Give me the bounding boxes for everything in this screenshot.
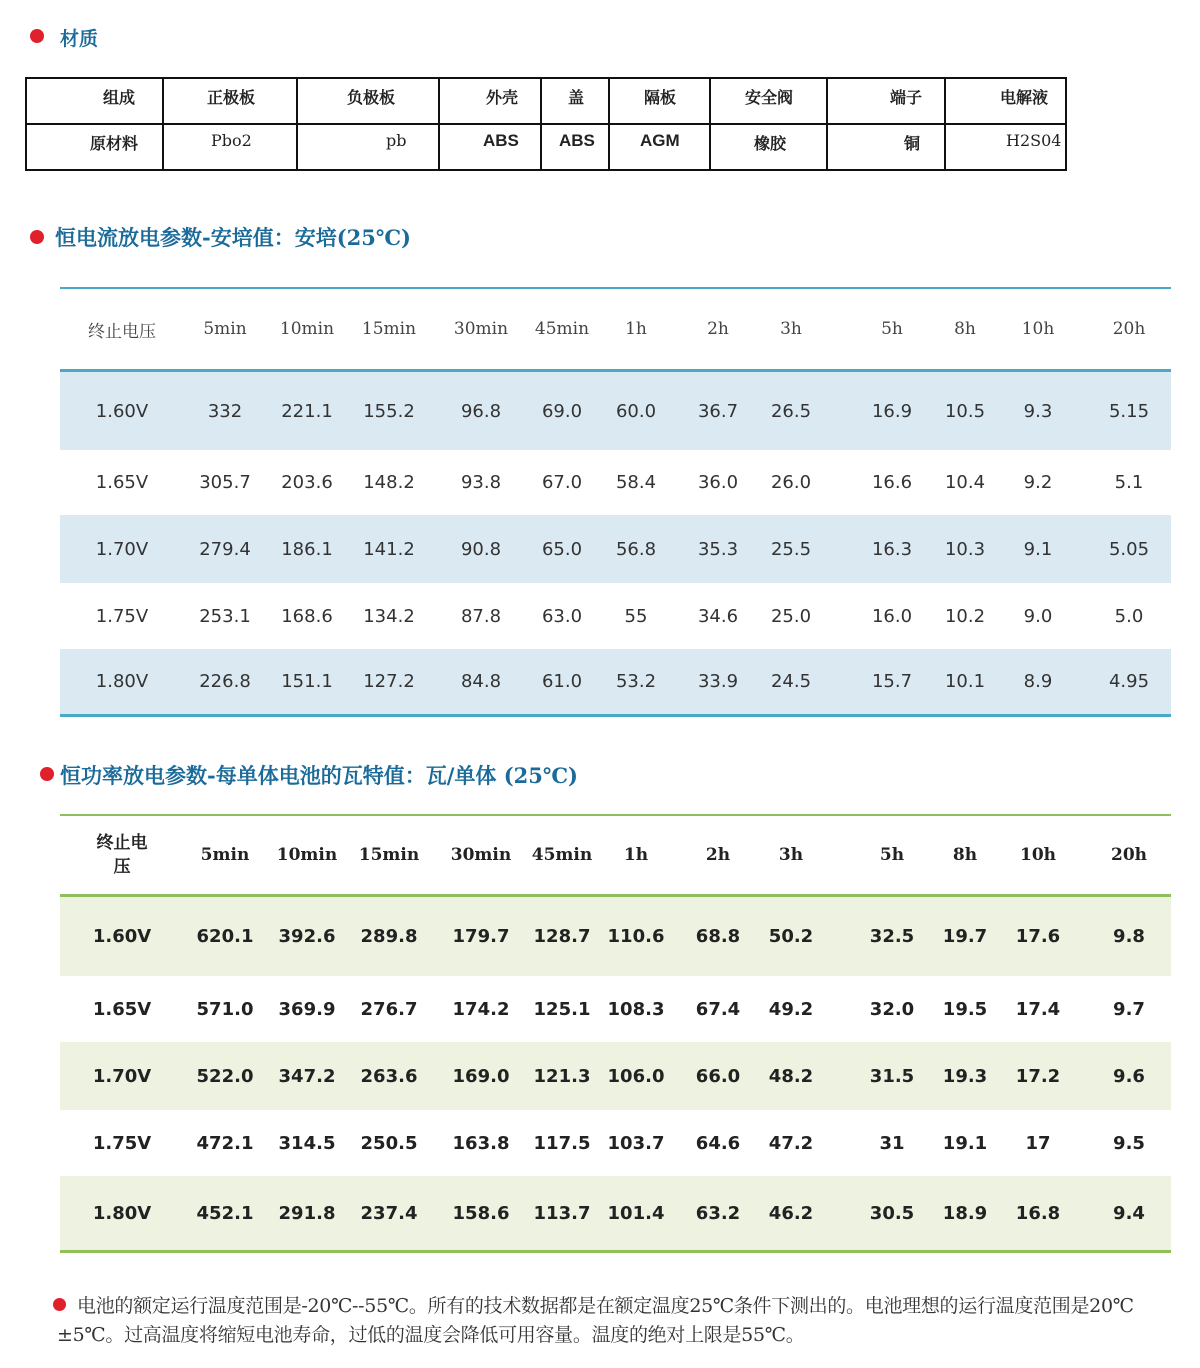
row-voltage-label: 1.75V <box>95 605 149 627</box>
table-cell: 36.7 <box>697 400 739 422</box>
column-header: 2h <box>705 845 731 865</box>
column-header: 2h <box>707 319 729 339</box>
table-cell: 10.2 <box>944 605 986 627</box>
table-cell: 9.1 <box>1023 538 1053 560</box>
table-cell: 19.1 <box>942 1132 988 1154</box>
table-cell: 392.6 <box>278 926 336 947</box>
table-cell: 19.3 <box>942 1065 988 1087</box>
table-cell: 117.5 <box>533 1132 591 1154</box>
table-cell: 63.0 <box>541 605 583 627</box>
column-header: 5h <box>881 319 903 339</box>
row-voltage-label: 1.60V <box>95 400 149 422</box>
material-header-cell: 电解液 <box>945 78 1066 124</box>
material-title: 材质 <box>60 28 99 50</box>
table-cell: 472.1 <box>196 1132 254 1154</box>
table-cell: 226.8 <box>199 671 251 692</box>
column-header: 30min <box>450 845 512 865</box>
table-cell: 289.8 <box>360 926 418 947</box>
column-header: 45min <box>531 845 593 865</box>
table-cell: 141.2 <box>363 538 415 560</box>
table-cell: 148.2 <box>363 472 415 493</box>
column-header: 终止电压 <box>88 321 156 342</box>
table-cell: 174.2 <box>452 998 510 1020</box>
material-table <box>25 77 1067 171</box>
material-value-cell: H2S04 <box>945 124 1066 170</box>
table-cell: 571.0 <box>196 998 254 1020</box>
table-cell: 110.6 <box>607 926 665 947</box>
table-header-row <box>60 289 1171 369</box>
table-cell: 35.3 <box>697 538 739 560</box>
table-cell: 5.15 <box>1108 400 1150 422</box>
table-cell: 168.6 <box>281 605 333 627</box>
table-cell: 9.6 <box>1113 1065 1145 1087</box>
table-cell: 32.0 <box>869 998 915 1020</box>
power_table-bottom-rule <box>60 1250 1171 1253</box>
table-row <box>60 1110 1171 1176</box>
temperature-note <box>57 1292 1177 1350</box>
table-cell: 522.0 <box>196 1065 254 1087</box>
section-bullet-current <box>30 230 44 244</box>
table-cell: 253.1 <box>199 605 251 627</box>
row-voltage-label: 1.80V <box>95 671 149 692</box>
table-cell: 125.1 <box>533 998 591 1020</box>
material-value-row <box>26 124 1066 170</box>
table-row <box>60 1176 1171 1250</box>
table-cell: 179.7 <box>452 926 510 947</box>
table-cell: 151.1 <box>281 671 333 692</box>
table-cell: 9.7 <box>1113 998 1145 1020</box>
material-header-cell: 端子 <box>827 78 945 124</box>
table-cell: 25.5 <box>770 538 812 560</box>
table-cell: 68.8 <box>695 926 741 947</box>
table-cell: 127.2 <box>363 671 415 692</box>
column-header: 20h <box>1112 319 1146 339</box>
table-cell: 16.9 <box>871 400 913 422</box>
table-cell: 17.4 <box>1015 998 1061 1020</box>
table-cell: 66.0 <box>695 1065 741 1087</box>
table-row <box>60 372 1171 450</box>
table-cell: 158.6 <box>452 1202 510 1224</box>
material-header-cell: 正极板 <box>163 78 297 124</box>
table-cell: 49.2 <box>768 998 814 1020</box>
material-header-cell: 安全阀 <box>710 78 827 124</box>
table-cell: 5.05 <box>1108 538 1150 560</box>
table-cell: 10.1 <box>944 671 986 692</box>
table-cell: 46.2 <box>768 1202 814 1224</box>
table-cell: 250.5 <box>360 1132 418 1154</box>
table-cell: 31 <box>879 1132 905 1154</box>
table-cell: 108.3 <box>607 998 665 1020</box>
material-header-cell: 外壳 <box>439 78 541 124</box>
table-cell: 101.4 <box>607 1202 665 1224</box>
table-cell: 15.7 <box>871 671 913 692</box>
table-cell: 30.5 <box>869 1202 915 1224</box>
table-cell: 87.8 <box>460 605 502 627</box>
table-cell: 291.8 <box>278 1202 336 1224</box>
table-cell: 10.5 <box>944 400 986 422</box>
table-cell: 48.2 <box>768 1065 814 1087</box>
material-value-cell: 铜 <box>827 124 945 170</box>
current_table-bottom-rule <box>60 714 1171 717</box>
material-header-cell: 隔板 <box>609 78 710 124</box>
table-cell: 32.5 <box>869 926 915 947</box>
table-cell: 16.0 <box>871 605 913 627</box>
material-value-cell: ABS <box>541 124 609 170</box>
table-cell: 65.0 <box>541 538 583 560</box>
table-cell: 24.5 <box>770 671 812 692</box>
table-cell: 279.4 <box>199 538 251 560</box>
material-value-cell: 原材料 <box>26 124 163 170</box>
table-cell: 17.6 <box>1015 926 1061 947</box>
table-cell: 5.1 <box>1114 472 1144 493</box>
table-row <box>60 1042 1171 1110</box>
table-cell: 16.8 <box>1015 1202 1061 1224</box>
column-header: 10h <box>1021 319 1055 339</box>
row-voltage-label: 1.70V <box>92 1065 152 1087</box>
table-cell: 50.2 <box>768 926 814 947</box>
column-header: 20h <box>1110 845 1148 865</box>
table-cell: 33.9 <box>697 671 739 692</box>
table-cell: 186.1 <box>281 538 333 560</box>
column-header: 3h <box>778 845 804 865</box>
table-row <box>60 649 1171 714</box>
table-cell: 17.2 <box>1015 1065 1061 1087</box>
table-cell: 53.2 <box>615 671 657 692</box>
table-cell: 63.2 <box>695 1202 741 1224</box>
table-row <box>60 450 1171 515</box>
row-voltage-label: 1.65V <box>95 472 149 493</box>
table-cell: 67.0 <box>541 472 583 493</box>
table-cell: 93.8 <box>460 472 502 493</box>
note-bullet <box>53 1298 66 1311</box>
table-cell: 9.5 <box>1113 1132 1145 1154</box>
power-table-title: 恒功率放电参数-每单体电池的瓦特值：瓦/单体 (25℃) <box>60 763 578 788</box>
table-cell: 61.0 <box>541 671 583 692</box>
table-cell: 60.0 <box>615 400 657 422</box>
column-header: 15min <box>361 319 417 339</box>
table-cell: 9.0 <box>1023 605 1053 627</box>
table-cell: 26.5 <box>770 400 812 422</box>
column-header: 15min <box>358 845 420 865</box>
table-cell: 47.2 <box>768 1132 814 1154</box>
table-cell: 9.2 <box>1023 472 1053 493</box>
section-bullet-power <box>40 767 54 781</box>
section-bullet-material <box>30 29 44 43</box>
table-header-row <box>60 816 1171 894</box>
table-cell: 314.5 <box>278 1132 336 1154</box>
table-cell: 56.8 <box>615 538 657 560</box>
table-row <box>60 897 1171 976</box>
table-cell: 4.95 <box>1108 671 1150 692</box>
column-header: 1h <box>625 319 647 339</box>
current-discharge-table <box>60 287 1171 717</box>
table-cell: 34.6 <box>697 605 739 627</box>
row-voltage-label: 1.75V <box>92 1132 152 1154</box>
row-voltage-label: 1.80V <box>92 1202 152 1224</box>
table-cell: 64.6 <box>695 1132 741 1154</box>
temperature-note-text: 电池的额定运行温度范围是-20℃--55℃。所有的技术数据都是在额定温度25℃条件下测出的。电池理想的运行温度范围是20℃±5℃。过高温度将缩短电池寿命，过低的温度会降低可用容量。温度的绝对上限是55℃。 <box>57 1295 1134 1346</box>
table-cell: 19.5 <box>942 998 988 1020</box>
column-header: 5h <box>879 845 905 865</box>
row-voltage-label: 1.70V <box>95 538 149 560</box>
table-cell: 55 <box>624 605 648 627</box>
material-header-cell: 负极板 <box>297 78 439 124</box>
column-header: 10min <box>276 845 338 865</box>
table-cell: 36.0 <box>697 472 739 493</box>
row-voltage-label: 1.60V <box>92 926 152 947</box>
table-cell: 17 <box>1025 1132 1051 1154</box>
table-cell: 8.9 <box>1023 671 1053 692</box>
table-cell: 106.0 <box>607 1065 665 1087</box>
column-header: 10h <box>1019 845 1057 865</box>
table-cell: 113.7 <box>533 1202 591 1224</box>
table-cell: 69.0 <box>541 400 583 422</box>
column-header: 3h <box>780 319 802 339</box>
table-cell: 128.7 <box>533 926 591 947</box>
column-header: 30min <box>453 319 509 339</box>
table-cell: 452.1 <box>196 1202 254 1224</box>
table-cell: 332 <box>207 400 243 422</box>
table-cell: 26.0 <box>770 472 812 493</box>
table-cell: 16.3 <box>871 538 913 560</box>
column-header: 5min <box>203 319 247 339</box>
table-cell: 103.7 <box>607 1132 665 1154</box>
table-cell: 620.1 <box>196 926 254 947</box>
table-cell: 90.8 <box>460 538 502 560</box>
table-cell: 58.4 <box>615 472 657 493</box>
table-cell: 10.4 <box>944 472 986 493</box>
table-cell: 84.8 <box>460 671 502 692</box>
material-header-row <box>26 78 1066 124</box>
column-header: 1h <box>623 845 649 865</box>
column-header: 5min <box>200 845 250 865</box>
table-cell: 9.8 <box>1113 926 1145 947</box>
material-header-cell: 盖 <box>541 78 609 124</box>
row-voltage-label: 1.65V <box>92 998 152 1020</box>
material-value-cell: 橡胶 <box>710 124 827 170</box>
material-value-cell: Pbo2 <box>163 124 297 170</box>
table-cell: 31.5 <box>869 1065 915 1087</box>
column-header: 10min <box>279 319 335 339</box>
material-value-cell: pb <box>297 124 439 170</box>
material-value-cell: AGM <box>609 124 710 170</box>
table-cell: 96.8 <box>460 400 502 422</box>
current-table-title: 恒电流放电参数-安培值：安培(25℃) <box>55 225 411 250</box>
table-cell: 5.0 <box>1114 605 1144 627</box>
table-cell: 276.7 <box>360 998 418 1020</box>
table-cell: 203.6 <box>281 472 333 493</box>
table-cell: 221.1 <box>281 400 333 422</box>
table-cell: 237.4 <box>360 1202 418 1224</box>
table-cell: 263.6 <box>360 1065 418 1087</box>
column-header: 终止电压 <box>96 833 148 877</box>
table-cell: 121.3 <box>533 1065 591 1087</box>
column-header: 8h <box>952 845 978 865</box>
column-header: 8h <box>954 319 976 339</box>
power-discharge-table <box>60 814 1171 1256</box>
table-row <box>60 583 1171 649</box>
table-cell: 369.9 <box>278 998 336 1020</box>
table-cell: 347.2 <box>278 1065 336 1087</box>
table-cell: 9.4 <box>1113 1202 1145 1224</box>
table-cell: 9.3 <box>1023 400 1053 422</box>
table-cell: 25.0 <box>770 605 812 627</box>
table-cell: 134.2 <box>363 605 415 627</box>
table-cell: 16.6 <box>871 472 913 493</box>
table-row <box>60 515 1171 583</box>
table-cell: 18.9 <box>942 1202 988 1224</box>
column-header: 45min <box>534 319 590 339</box>
table-cell: 19.7 <box>942 926 988 947</box>
table-row <box>60 976 1171 1042</box>
table-cell: 163.8 <box>452 1132 510 1154</box>
table-cell: 155.2 <box>363 400 415 422</box>
table-cell: 169.0 <box>452 1065 510 1087</box>
material-value-cell: ABS <box>439 124 541 170</box>
table-cell: 10.3 <box>944 538 986 560</box>
table-cell: 67.4 <box>695 998 741 1020</box>
table-cell: 305.7 <box>199 472 251 493</box>
material-header-cell: 组成 <box>26 78 163 124</box>
